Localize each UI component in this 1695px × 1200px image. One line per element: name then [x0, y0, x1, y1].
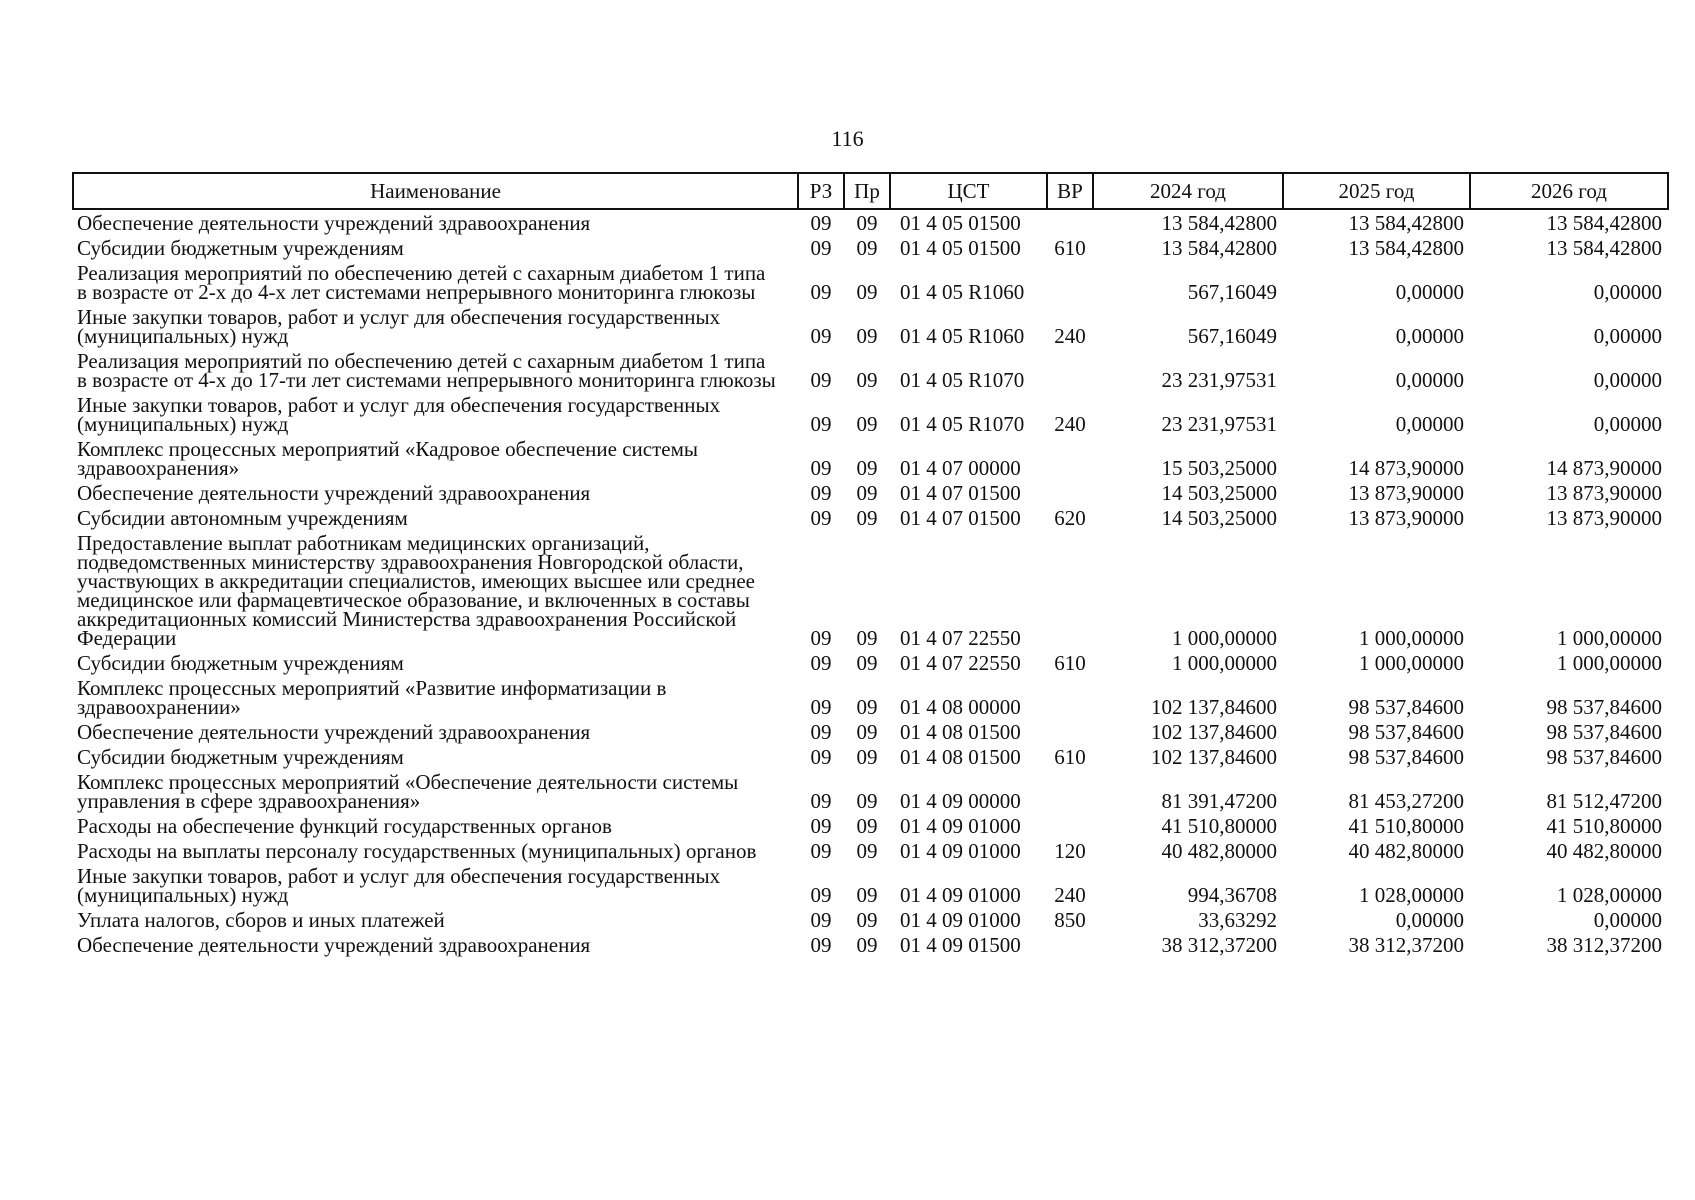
row-rz: 09: [810, 280, 832, 304]
table-row: [73, 348, 1668, 392]
row-pr: 09: [856, 456, 878, 480]
row-amount-2025: 81 453,27200: [1348, 789, 1464, 813]
row-amount-2025: 41 510,80000: [1348, 814, 1464, 838]
row-amount-2024: 41 510,80000: [1161, 814, 1277, 838]
row-amount-2025: 40 482,80000: [1348, 839, 1464, 863]
row-name: Комплекс процессных мероприятий «Развитие информатизации в здравоохранении»: [77, 676, 667, 719]
row-amount-2026: 40 482,80000: [1546, 839, 1662, 863]
row-rz: 09: [810, 211, 832, 235]
row-amount-2026: 13 873,90000: [1546, 506, 1662, 530]
row-name: Комплекс процессных мероприятий «Кадровое обеспечение системы здравоохранения»: [77, 437, 698, 480]
row-vr: 620: [1054, 506, 1086, 530]
row-amount-2025: 14 873,90000: [1348, 456, 1464, 480]
row-vr: 850: [1054, 908, 1086, 932]
row-amount-2026: 14 873,90000: [1546, 456, 1662, 480]
row-vr: [1047, 348, 1093, 392]
row-rz: 09: [810, 626, 832, 650]
table-row: [73, 769, 1668, 813]
row-amount-2024: 567,16049: [1187, 280, 1277, 304]
row-rz: 09: [810, 933, 832, 957]
row-cst: 01 4 05 R1060: [900, 280, 1025, 304]
row-amount-2026: 1 000,00000: [1557, 651, 1662, 675]
row-amount-2025: 0,00000: [1395, 908, 1464, 932]
table-row: [73, 209, 1668, 235]
row-name: Обеспечение деятельности учреждений здравоохранения: [77, 481, 591, 505]
table-row: [73, 675, 1668, 719]
row-name: Субсидии автономным учреждениям: [77, 506, 408, 530]
row-amount-2025: 38 312,37200: [1348, 933, 1464, 957]
row-name: Обеспечение деятельности учреждений здравоохранения: [77, 933, 591, 957]
row-amount-2025: 13 873,90000: [1348, 506, 1464, 530]
row-rz: 09: [810, 789, 832, 813]
row-pr: 09: [856, 839, 878, 863]
row-amount-2026: 0,00000: [1593, 280, 1662, 304]
row-pr: 09: [856, 236, 878, 260]
row-amount-2026: 98 537,84600: [1546, 695, 1662, 719]
row-name: Расходы на обеспечение функций государственных органов: [77, 814, 612, 838]
table-row: [73, 650, 1668, 675]
header-pr: Пр: [844, 173, 890, 209]
row-vr: 610: [1054, 651, 1086, 675]
row-amount-2025: 13 873,90000: [1348, 481, 1464, 505]
row-amount-2026: 81 512,47200: [1546, 789, 1662, 813]
row-cst: 01 4 09 01000: [900, 883, 1021, 907]
row-rz: 09: [810, 368, 832, 392]
row-cst: 01 4 05 R1060: [900, 324, 1025, 348]
row-vr: 610: [1054, 745, 1086, 769]
row-vr: [1047, 260, 1093, 304]
row-rz: 09: [810, 236, 832, 260]
row-name: Иные закупки товаров, работ и услуг для обеспечения государственных (муниципальных) нужд: [77, 864, 721, 907]
row-amount-2024: 40 482,80000: [1161, 839, 1277, 863]
row-amount-2026: 0,00000: [1593, 908, 1662, 932]
row-vr: 240: [1054, 883, 1086, 907]
header-2026: 2026 год: [1470, 173, 1668, 209]
row-amount-2025: 13 584,42800: [1348, 236, 1464, 260]
row-pr: 09: [856, 368, 878, 392]
row-amount-2024: 102 137,84600: [1151, 745, 1277, 769]
row-amount-2024: 81 391,47200: [1161, 789, 1277, 813]
row-amount-2025: 1 000,00000: [1359, 626, 1464, 650]
row-name: Комплекс процессных мероприятий «Обеспечение деятельности системы управления в сфере здравоохранения»: [77, 770, 739, 813]
row-amount-2024: 14 503,25000: [1161, 481, 1277, 505]
table-header-row: [73, 173, 1668, 209]
row-name: Иные закупки товаров, работ и услуг для обеспечения государственных (муниципальных) нужд: [77, 393, 721, 436]
row-name: Субсидии бюджетным учреждениям: [77, 651, 404, 675]
row-rz: 09: [810, 481, 832, 505]
table-row: [73, 838, 1668, 863]
row-rz: 09: [810, 651, 832, 675]
row-amount-2024: 33,63292: [1198, 908, 1277, 932]
table-row: [73, 304, 1668, 348]
row-cst: 01 4 07 01500: [900, 506, 1021, 530]
row-amount-2025: 98 537,84600: [1348, 720, 1464, 744]
row-name: Обеспечение деятельности учреждений здравоохранения: [77, 720, 591, 744]
budget-table: [72, 172, 1669, 957]
row-cst: 01 4 08 01500: [900, 720, 1021, 744]
row-pr: 09: [856, 324, 878, 348]
row-vr: [1047, 813, 1093, 838]
row-amount-2026: 1 000,00000: [1557, 626, 1662, 650]
row-amount-2024: 1 000,00000: [1172, 626, 1277, 650]
row-cst: 01 4 09 01000: [900, 839, 1021, 863]
row-rz: 09: [810, 695, 832, 719]
row-amount-2024: 13 584,42800: [1161, 211, 1277, 235]
row-rz: 09: [810, 412, 832, 436]
row-name: Обеспечение деятельности учреждений здравоохранения: [77, 211, 591, 235]
row-cst: 01 4 05 01500: [900, 211, 1021, 235]
row-amount-2024: 994,36708: [1187, 883, 1277, 907]
row-amount-2024: 23 231,97531: [1161, 412, 1277, 436]
row-vr: [1047, 436, 1093, 480]
row-pr: 09: [856, 908, 878, 932]
row-amount-2025: 98 537,84600: [1348, 695, 1464, 719]
row-amount-2024: 13 584,42800: [1161, 236, 1277, 260]
row-amount-2026: 0,00000: [1593, 412, 1662, 436]
row-cst: 01 4 09 01000: [900, 908, 1021, 932]
row-rz: 09: [810, 908, 832, 932]
row-vr: [1047, 530, 1093, 650]
row-cst: 01 4 08 01500: [900, 745, 1021, 769]
row-cst: 01 4 08 00000: [900, 695, 1021, 719]
row-pr: 09: [856, 506, 878, 530]
row-amount-2025: 0,00000: [1395, 412, 1464, 436]
table-row: [73, 863, 1668, 907]
row-pr: 09: [856, 412, 878, 436]
row-rz: 09: [810, 839, 832, 863]
row-amount-2025: 1 028,00000: [1359, 883, 1464, 907]
table-row: [73, 907, 1668, 932]
row-pr: 09: [856, 280, 878, 304]
row-amount-2026: 13 584,42800: [1546, 211, 1662, 235]
table-row: [73, 505, 1668, 530]
row-pr: 09: [856, 651, 878, 675]
row-vr: [1047, 719, 1093, 744]
row-rz: 09: [810, 456, 832, 480]
row-amount-2026: 0,00000: [1593, 324, 1662, 348]
row-pr: 09: [856, 481, 878, 505]
row-name: Реализация мероприятий по обеспечению детей с сахарным диабетом 1 типа в возрасте от 4-х до 17-ти лет системами непрерывного мониторинга глюкозы: [77, 349, 776, 392]
row-amount-2024: 14 503,25000: [1161, 506, 1277, 530]
page-number: 116: [831, 126, 864, 151]
row-amount-2026: 41 510,80000: [1546, 814, 1662, 838]
row-name: Расходы на выплаты персоналу государственных (муниципальных) органов: [77, 839, 757, 863]
row-amount-2025: 0,00000: [1395, 280, 1464, 304]
row-amount-2026: 13 873,90000: [1546, 481, 1662, 505]
row-amount-2025: 0,00000: [1395, 368, 1464, 392]
row-amount-2024: 15 503,25000: [1161, 456, 1277, 480]
row-rz: 09: [810, 745, 832, 769]
row-cst: 01 4 05 R1070: [900, 368, 1025, 392]
row-name: Субсидии бюджетным учреждениям: [77, 745, 404, 769]
row-amount-2026: 98 537,84600: [1546, 745, 1662, 769]
row-cst: 01 4 07 22550: [900, 626, 1021, 650]
header-cst: ЦСТ: [890, 173, 1047, 209]
header-rz: РЗ: [798, 173, 844, 209]
row-amount-2025: 13 584,42800: [1348, 211, 1464, 235]
row-pr: 09: [856, 720, 878, 744]
table-row: [73, 744, 1668, 769]
row-cst: 01 4 07 22550: [900, 651, 1021, 675]
row-pr: 09: [856, 789, 878, 813]
table-row: [73, 480, 1668, 505]
row-amount-2024: 102 137,84600: [1151, 695, 1277, 719]
row-vr: 240: [1054, 324, 1086, 348]
row-cst: 01 4 09 01000: [900, 814, 1021, 838]
table-row: [73, 530, 1668, 650]
row-pr: 09: [856, 814, 878, 838]
header-2025: 2025 год: [1283, 173, 1470, 209]
table-row: [73, 235, 1668, 260]
row-name: Предоставление выплат работникам медицинских организаций, подведомственных министерству здравоохранения Новгородской области, участвующих в аккредитации специалистов, имеющих высшее или среднее медицинское или фармацевтическое образование, и включенных в составы аккредитационных комиссий Министерства здравоохранения Российской Федерации: [77, 531, 755, 650]
row-cst: 01 4 07 00000: [900, 456, 1021, 480]
row-amount-2024: 567,16049: [1187, 324, 1277, 348]
row-amount-2024: 102 137,84600: [1151, 720, 1277, 744]
row-rz: 09: [810, 720, 832, 744]
row-name: Субсидии бюджетным учреждениям: [77, 236, 404, 260]
table-row: [73, 719, 1668, 744]
row-cst: 01 4 05 R1070: [900, 412, 1025, 436]
row-name: Реализация мероприятий по обеспечению детей с сахарным диабетом 1 типа в возрасте от 2-х до 4-х лет системами непрерывного мониторинга глюкозы: [77, 261, 766, 304]
row-amount-2025: 1 000,00000: [1359, 651, 1464, 675]
row-pr: 09: [856, 211, 878, 235]
row-vr: 120: [1054, 839, 1086, 863]
row-vr: 240: [1054, 412, 1086, 436]
row-pr: 09: [856, 883, 878, 907]
table-row: [73, 932, 1668, 957]
row-vr: [1047, 480, 1093, 505]
row-pr: 09: [856, 695, 878, 719]
row-cst: 01 4 05 01500: [900, 236, 1021, 260]
row-rz: 09: [810, 324, 832, 348]
row-name: Уплата налогов, сборов и иных платежей: [77, 908, 445, 932]
row-amount-2026: 98 537,84600: [1546, 720, 1662, 744]
row-amount-2026: 13 584,42800: [1546, 236, 1662, 260]
header-name: Наименование: [73, 173, 798, 209]
table-body: [73, 209, 1668, 957]
row-pr: 09: [856, 933, 878, 957]
row-amount-2025: 98 537,84600: [1348, 745, 1464, 769]
header-2024: 2024 год: [1093, 173, 1283, 209]
row-rz: 09: [810, 883, 832, 907]
row-pr: 09: [856, 626, 878, 650]
row-amount-2025: 0,00000: [1395, 324, 1464, 348]
row-pr: 09: [856, 745, 878, 769]
header-vr: ВР: [1047, 173, 1093, 209]
row-cst: 01 4 09 01500: [900, 933, 1021, 957]
table-row: [73, 813, 1668, 838]
row-cst: 01 4 09 00000: [900, 789, 1021, 813]
row-amount-2026: 0,00000: [1593, 368, 1662, 392]
row-cst: 01 4 07 01500: [900, 481, 1021, 505]
row-vr: 610: [1054, 236, 1086, 260]
row-amount-2026: 1 028,00000: [1557, 883, 1662, 907]
table-row: [73, 260, 1668, 304]
row-vr: [1047, 209, 1093, 235]
row-vr: [1047, 675, 1093, 719]
row-amount-2024: 38 312,37200: [1161, 933, 1277, 957]
row-amount-2024: 23 231,97531: [1161, 368, 1277, 392]
row-rz: 09: [810, 814, 832, 838]
row-rz: 09: [810, 506, 832, 530]
table-row: [73, 436, 1668, 480]
row-amount-2024: 1 000,00000: [1172, 651, 1277, 675]
row-vr: [1047, 932, 1093, 957]
table-row: [73, 392, 1668, 436]
row-amount-2026: 38 312,37200: [1546, 933, 1662, 957]
row-name: Иные закупки товаров, работ и услуг для обеспечения государственных (муниципальных) нужд: [77, 305, 721, 348]
row-vr: [1047, 769, 1093, 813]
